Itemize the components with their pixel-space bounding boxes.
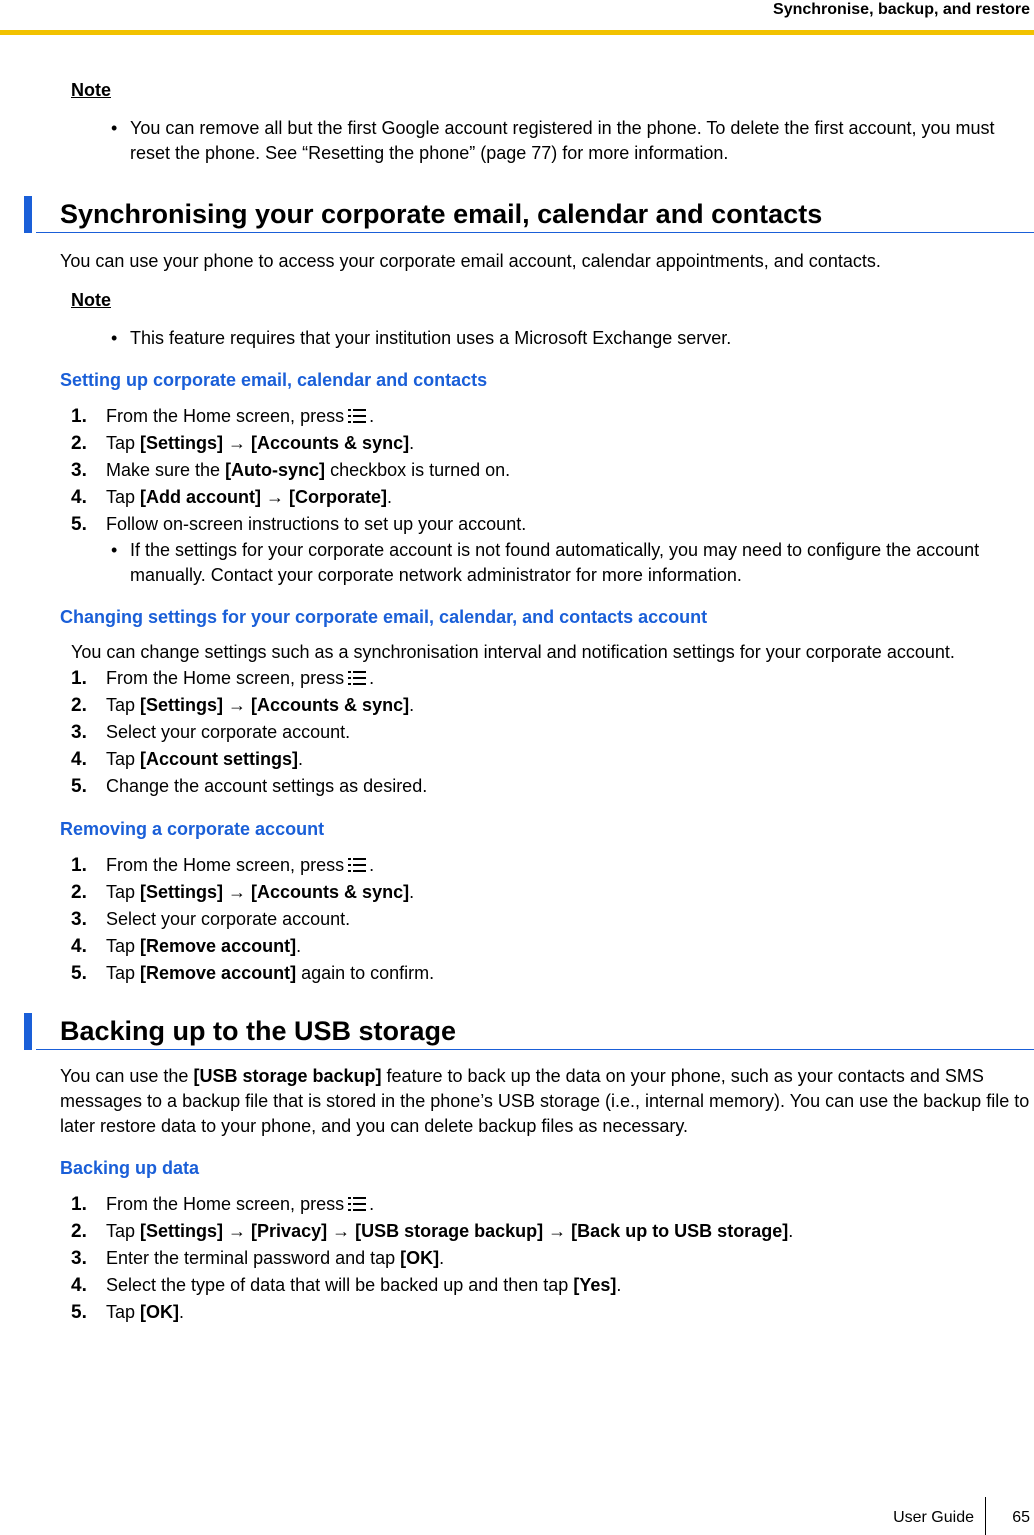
section-title: Synchronising your corporate email, calendar and contacts: [60, 199, 823, 229]
step-item: 1. From the Home screen, press .: [71, 855, 375, 876]
bullet-dot: •: [111, 118, 118, 138]
step-item: 5. Follow on-screen instructions to set up your account.: [71, 514, 527, 535]
note-label: Note: [71, 290, 111, 310]
sub-bullet-text: If the settings for your corporate account is not found automatically, you may need to configure the account manually. Contact your corporate network administrator for more information.: [130, 540, 980, 585]
step-item: 2. Tap [Settings] → [Privacy] → [USB storage backup] → [Back up to USB storage].: [71, 1221, 794, 1242]
heading-accent-bar: [24, 1013, 32, 1050]
bullet-dot: •: [111, 328, 118, 348]
step-item: 5. Change the account settings as desired.: [71, 776, 428, 797]
step-item: 4. Select the type of data that will be backed up and then tap [Yes].: [71, 1275, 622, 1296]
heading-accent-bar: [24, 196, 32, 233]
backup-intro: You can use the [USB storage backup] feature to back up the data on your phone, such as your contacts and SMS messages to a backup file that is stored in the phone’s USB storage (i.e., internal memory). You can use the backup file to later restore data to your phone, and you can delete backup files as necessary.: [60, 1066, 1030, 1136]
footer-divider: [985, 1497, 986, 1535]
backup-steps: [60, 1191, 1034, 1326]
step-item: 4. Tap [Add account] → [Corporate].: [71, 487, 393, 508]
remove-steps: [60, 852, 1034, 987]
note-label: Note: [71, 80, 111, 100]
subheading-backup-data: Backing up data: [60, 1158, 200, 1178]
step-item: 2. Tap [Settings] → [Accounts & sync].: [71, 695, 415, 716]
change-intro: You can change settings such as a synchronisation interval and notification settings for your corporate account.: [71, 642, 955, 662]
section-title: Backing up to the USB storage: [60, 1016, 457, 1046]
header-rule: [0, 30, 1034, 35]
subheading-setup: Setting up corporate email, calendar and contacts: [60, 370, 488, 390]
running-header: Synchronise, backup, and restore: [773, 1, 1030, 18]
note-text: This feature requires that your institution uses a Microsoft Exchange server.: [130, 328, 732, 348]
step-item: 3. Enter the terminal password and tap [OK].: [71, 1248, 445, 1269]
page-content: [60, 76, 1034, 1326]
footer-label: User Guide: [893, 1509, 974, 1526]
subheading-change: Changing settings for your corporate email, calendar, and contacts account: [60, 607, 708, 627]
sync-intro: You can use your phone to access your corporate email account, calendar appointments, and contacts.: [60, 251, 881, 271]
setup-sub-bullet: [60, 538, 1034, 588]
step-item: 1. From the Home screen, press .: [71, 668, 375, 689]
menu-icon: [348, 409, 366, 423]
step-item: 5. Tap [OK].: [71, 1302, 185, 1323]
menu-icon: [348, 858, 366, 872]
note-text: You can remove all but the first Google account registered in the phone. To delete the first account, you must reset the phone. See “Resetting the phone” (page 77) for more information.: [130, 118, 995, 163]
step-item: 4. Tap [Remove account].: [71, 936, 302, 957]
sync-note-bullet: [60, 326, 1034, 351]
section-heading-backup: [36, 1013, 1034, 1050]
step-item: 3. Make sure the [Auto-sync] checkbox is turned on.: [71, 460, 511, 481]
menu-icon: [348, 1197, 366, 1211]
note-bullet: [60, 116, 1034, 166]
menu-icon: [348, 671, 366, 685]
setup-steps: [60, 403, 1034, 538]
step-item: 2. Tap [Settings] → [Accounts & sync].: [71, 882, 415, 903]
step-item: 1. From the Home screen, press .: [71, 1194, 375, 1215]
step-item: 1. From the Home screen, press .: [71, 406, 375, 427]
step-item: 3. Select your corporate account.: [71, 722, 351, 743]
page-number: 65: [1012, 1509, 1030, 1526]
page-footer: [734, 1497, 1034, 1535]
step-item: 3. Select your corporate account.: [71, 909, 351, 930]
bullet-dot: •: [111, 540, 118, 560]
section-heading-sync: [36, 196, 1034, 233]
step-item: 4. Tap [Account settings].: [71, 749, 304, 770]
subheading-remove: Removing a corporate account: [60, 819, 325, 839]
change-steps: [60, 665, 1034, 800]
step-item: 2. Tap [Settings] → [Accounts & sync].: [71, 433, 415, 454]
step-item: 5. Tap [Remove account] again to confirm.: [71, 963, 435, 984]
